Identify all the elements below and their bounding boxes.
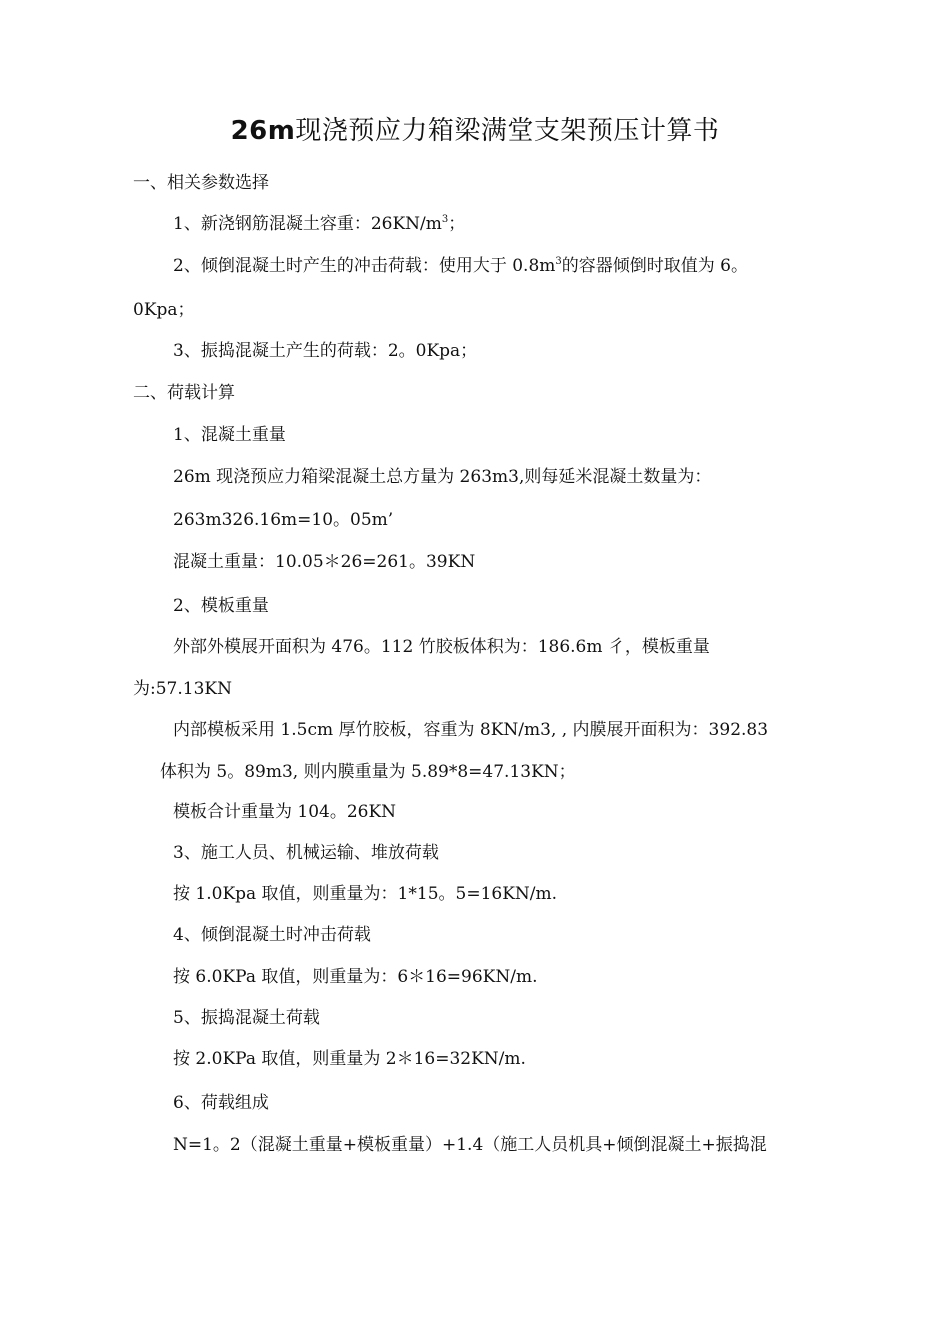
paragraph-line: 外部外模展开面积为 476。112 竹胶板体积为：186.6m 彳，模板重量 bbox=[173, 637, 710, 657]
paragraph-line: 按 2.0KPa 取值，则重量为 2＊16=32KN/m. bbox=[173, 1049, 526, 1069]
param-2-continued: 0Kpa； bbox=[133, 300, 195, 320]
title-number: 26m bbox=[230, 116, 296, 146]
param-2-text: 2、倾倒混凝土时产生的冲击荷载：使用大于 0.8m bbox=[173, 256, 556, 276]
document-title bbox=[0, 110, 950, 147]
param-1-sup: 3 bbox=[441, 214, 449, 225]
section-2-heading: 二、荷载计算 bbox=[133, 383, 235, 403]
paragraph-line: 26m 现浇预应力箱梁混凝土总方量为 263m3,则每延米混凝土数量为： bbox=[173, 467, 712, 487]
param-2-sup: 3 bbox=[555, 256, 562, 267]
paragraph-line: 按 6.0KPa 取值，则重量为：6＊16=96KN/m. bbox=[173, 967, 538, 987]
subheading-1: 1、混凝土重量 bbox=[173, 425, 286, 445]
param-1-end: ； bbox=[448, 214, 466, 234]
paragraph-line: 263m326.16m=10。05m’ bbox=[173, 510, 394, 530]
paragraph-line: 内部模板采用 1.5cm 厚竹胶板，容重为 8KN/m3, , 内膜展开面积为：392.83 bbox=[173, 720, 769, 740]
paragraph-line: 为:57.13KN bbox=[133, 679, 232, 699]
param-2 bbox=[173, 255, 748, 277]
paragraph-line: 模板合计重量为 104。26KN bbox=[173, 802, 397, 822]
paragraph-line: 体积为 5。89m3, 则内膜重量为 5.89*8=47.13KN； bbox=[160, 762, 576, 782]
subheading-3: 3、施工人员、机械运输、堆放荷载 bbox=[173, 843, 439, 863]
param-3: 3、振捣混凝土产生的荷载：2。0Kpa； bbox=[173, 341, 478, 361]
subheading-5: 5、振捣混凝土荷载 bbox=[173, 1008, 320, 1028]
subheading-2: 2、模板重量 bbox=[173, 596, 269, 616]
paragraph-line: N=1。2（混凝土重量+模板重量）+1.4（施工人员机具+倾倒混凝土+振捣混 bbox=[173, 1135, 767, 1155]
section-1-heading: 一、相关参数选择 bbox=[133, 173, 269, 193]
paragraph-line: 混凝土重量：10.05＊26=261。39KN bbox=[173, 552, 476, 572]
subheading-6: 6、荷载组成 bbox=[173, 1093, 269, 1113]
paragraph-line: 按 1.0Kpa 取值，则重量为：1*15。5=16KN/m. bbox=[173, 884, 558, 904]
param-1 bbox=[173, 213, 465, 235]
subheading-4: 4、倾倒混凝土时冲击荷载 bbox=[173, 925, 371, 945]
title-text: 现浇预应力箱梁满堂支架预压计算书 bbox=[295, 116, 720, 146]
param-1-text: 1、新浇钢筋混凝土容重：26KN/m bbox=[173, 214, 442, 234]
param-2-end: 的容器倾倒时取值为 6。 bbox=[561, 256, 748, 276]
